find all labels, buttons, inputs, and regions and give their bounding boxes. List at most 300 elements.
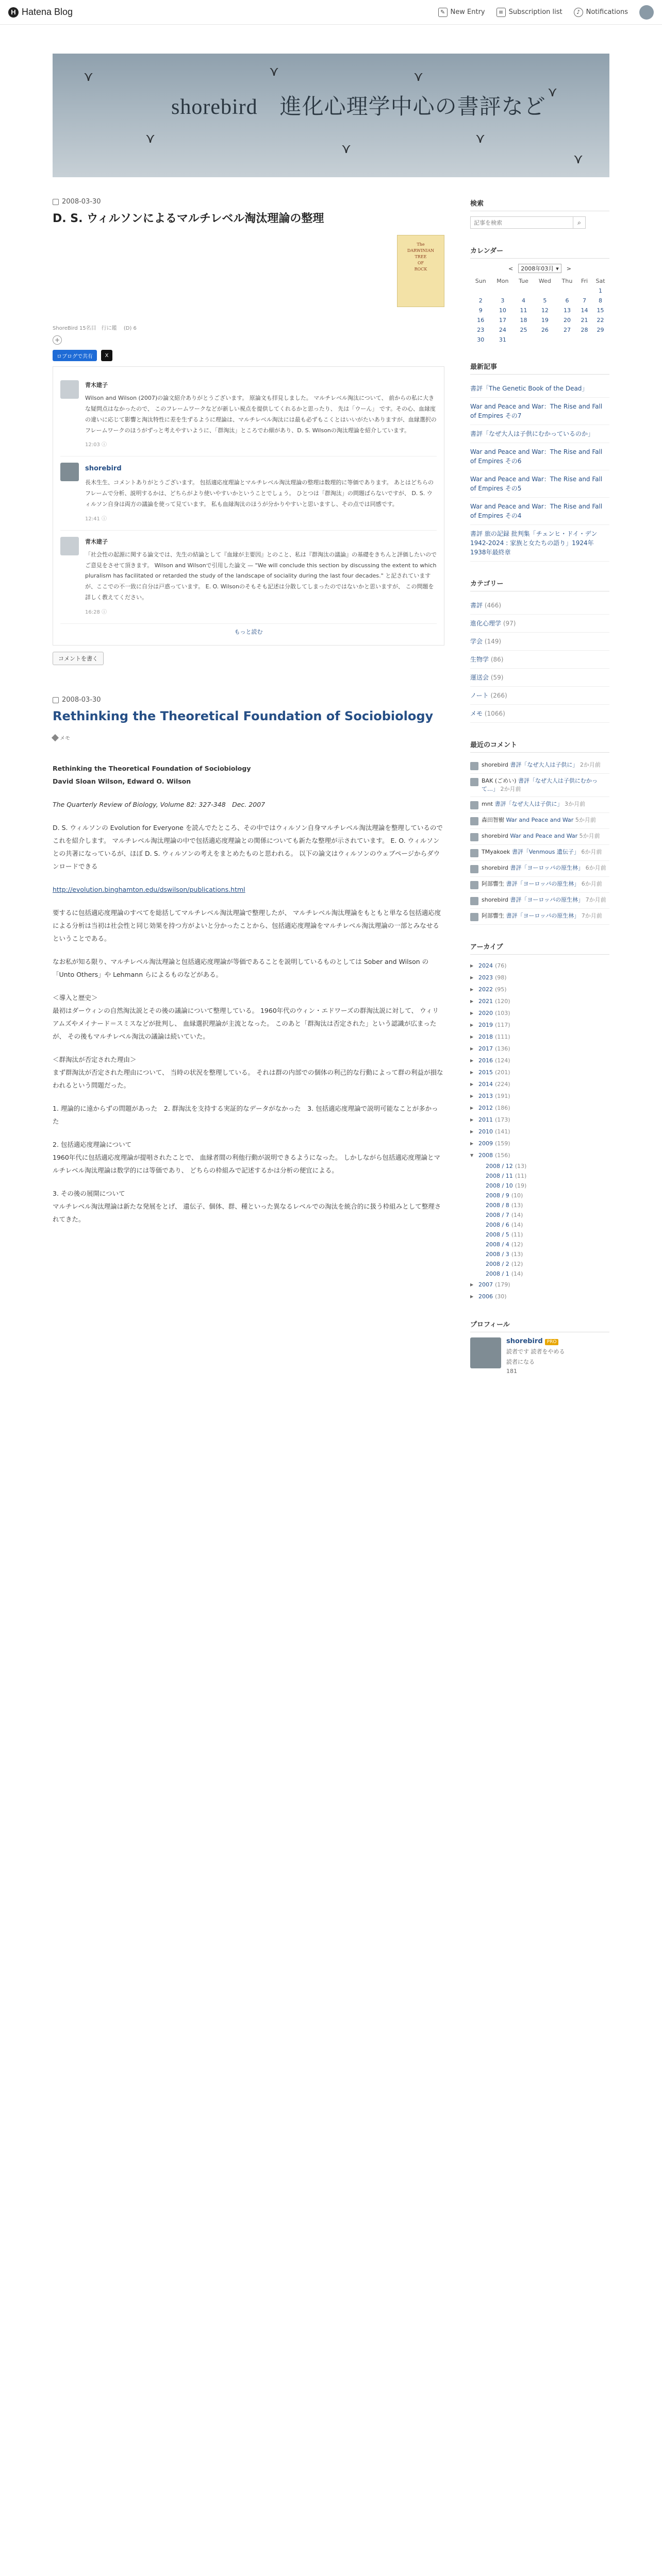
bird-decoration: ⋎ xyxy=(475,131,486,146)
comment-time: 6か月前 xyxy=(581,880,602,887)
archive-year xyxy=(470,1102,609,1114)
list-icon: ≡ xyxy=(496,8,506,17)
triangle-right-icon[interactable]: ▶ xyxy=(470,998,474,1004)
asin-line: ShoreBird 15名目 行に鑑 (D) 6 xyxy=(53,326,137,331)
avatar[interactable] xyxy=(470,801,478,809)
category-item xyxy=(470,687,609,705)
module-title: 検索 xyxy=(470,198,609,211)
new-entry-button[interactable] xyxy=(438,8,485,17)
module-title: 最近のコメント xyxy=(470,739,609,753)
comment-time: 6か月前 xyxy=(581,848,602,855)
archive-year xyxy=(470,1126,609,1138)
recent-entries-module xyxy=(470,361,609,562)
recent-comment-item xyxy=(470,797,609,813)
comment-author[interactable]: shorebird xyxy=(482,864,508,871)
category-item xyxy=(470,651,609,669)
archive-link[interactable]: 2024 xyxy=(478,962,493,969)
x-share-button[interactable]: X xyxy=(101,350,112,361)
archive-link[interactable]: 2020 xyxy=(478,1009,493,1016)
comment-time: 6か月前 xyxy=(585,864,606,871)
archive-year xyxy=(470,1019,609,1031)
triangle-right-icon[interactable]: ▶ xyxy=(470,1010,474,1015)
archive-year xyxy=(470,1114,609,1126)
archive-year xyxy=(470,1055,609,1066)
module-title: カテゴリー xyxy=(470,578,609,591)
archive-month-link[interactable]: 2008 / 9 xyxy=(486,1192,509,1199)
book-cover-image[interactable]: The DARWINIAN TREE OF ROCK xyxy=(397,235,444,307)
calendar-day[interactable]: 18 xyxy=(520,317,527,324)
recent-entry-item xyxy=(470,398,609,425)
archive-count: (191) xyxy=(495,1092,510,1099)
archive-link[interactable]: 2022 xyxy=(478,986,493,993)
comment-author[interactable]: mnt xyxy=(482,800,493,807)
archive-count: (11) xyxy=(515,1172,527,1179)
recent-entry-link[interactable]: War and Peace and War：The Rise and Fall of Empires その6 xyxy=(470,448,603,465)
category-count: (1066) xyxy=(484,710,505,717)
archive-count: (136) xyxy=(495,1045,510,1052)
commented-entry-link[interactable]: 書評「ヨーロッパの原生林」 xyxy=(510,864,584,871)
comment xyxy=(60,531,437,624)
recent-entry-link[interactable]: 書評「The Genetic Book of the Dead」 xyxy=(470,385,588,392)
calendar-day[interactable]: 17 xyxy=(499,317,506,324)
category-count: (86) xyxy=(490,656,504,663)
triangle-right-icon[interactable]: ▶ xyxy=(470,1282,474,1287)
calendar-day xyxy=(557,286,577,296)
calendar-month-select[interactable]: 2008年03月 ▾ xyxy=(518,264,561,273)
calendar-day[interactable]: 30 xyxy=(477,336,485,343)
comment-author[interactable]: 青木建子 xyxy=(85,538,108,545)
archive-count: (173) xyxy=(495,1116,510,1123)
profile-name[interactable]: shorebird xyxy=(506,1337,543,1345)
module-title: カレンダー xyxy=(470,245,609,259)
calendar-day[interactable]: 26 xyxy=(541,327,549,333)
category-link[interactable]: 書評 xyxy=(470,602,483,609)
profile-subscribe-text[interactable]: 読者です 読者をやめる xyxy=(506,1348,565,1355)
archive-link[interactable]: 2009 xyxy=(478,1140,493,1147)
avatar[interactable] xyxy=(470,881,478,889)
recent-comment-item xyxy=(470,829,609,845)
avatar[interactable] xyxy=(470,913,478,921)
archive-month-link[interactable]: 2008 / 12 xyxy=(486,1162,513,1170)
recent-entry-item xyxy=(470,525,609,562)
recent-entry-item xyxy=(470,498,609,525)
entry-paragraph: 3. その後の展開について マルチレベル淘汰理論は新たな発展をとげ、 遺伝子、個体、群、種といった異なるレベルでの淘汰を統合的に扱う枠組みとして整理されてきた。 xyxy=(53,1190,441,1224)
archive-count: (19) xyxy=(515,1182,527,1189)
triangle-right-icon[interactable]: ▶ xyxy=(470,1093,474,1098)
calendar-day[interactable]: 25 xyxy=(520,327,527,333)
archive-year xyxy=(470,1031,609,1043)
comment-author[interactable]: 青木建子 xyxy=(85,382,108,388)
calendar-day xyxy=(533,335,557,345)
bird-decoration: ⋎ xyxy=(548,84,558,100)
avatar[interactable] xyxy=(470,762,478,770)
archive-link[interactable]: 2013 xyxy=(478,1092,493,1099)
triangle-right-icon[interactable]: ▶ xyxy=(470,1022,474,1027)
entry-paragraph: D. S. ウィルソンの Evolution for Everyone を読んでたところ、その中ではウィルソン自身マルチレベル淘汰理論を整理しているのでこれを紹介します。 マルチレベル淘汰理論の中で包括適応度理論との関係についても新たな整理が示されています。 E. O. ウィルソンとの共著になっているが、ほぼ D. S. ウィルソンの考えをまとめたものと思われる。 以下の論文はウィルソンのウェブページからダウンロードできる xyxy=(53,824,443,871)
category-link[interactable]: メモ xyxy=(470,710,483,717)
calendar-day[interactable]: 11 xyxy=(520,307,527,314)
recent-entry-item xyxy=(470,380,609,398)
comment-author[interactable]: shorebird xyxy=(482,896,508,903)
archive-link[interactable]: 2010 xyxy=(478,1128,493,1135)
reference-title: Rethinking the Theoretical Foundation of Sociobiology David Sloan Wilson, Edward O. Wilson xyxy=(53,765,251,786)
recent-entry-item xyxy=(470,470,609,498)
triangle-right-icon[interactable]: ▶ xyxy=(470,1117,474,1122)
share-row xyxy=(53,350,444,361)
recent-entry-link[interactable]: 書評 旅の記録 批判集「チェンヒ・ドイ・デン 1942-2024 : 家族と女たちの語り」1924年1938年最終章 xyxy=(470,530,598,556)
archive-count: (103) xyxy=(495,1009,510,1016)
tag-icon xyxy=(52,734,59,741)
entry-date[interactable]: 2008-03-30 xyxy=(53,696,444,704)
avatar[interactable] xyxy=(60,463,79,481)
archive-count: (13) xyxy=(515,1162,527,1170)
commented-entry-link[interactable]: 書評「ヨーロッパの原生林」 xyxy=(506,880,580,887)
profile-reader-text[interactable]: 読者になる xyxy=(506,1358,535,1365)
calendar-day[interactable]: 20 xyxy=(564,317,571,324)
archive-count: (95) xyxy=(495,986,507,993)
triangle-right-icon[interactable]: ▶ xyxy=(470,963,474,968)
bird-decoration: ⋎ xyxy=(413,69,424,84)
calendar-day xyxy=(557,335,577,345)
search-module xyxy=(470,198,609,229)
archive-month xyxy=(486,1191,609,1200)
avatar[interactable] xyxy=(470,849,478,857)
comment-text: 長木生生、コメントありがとうございます。 包括適応度理論とマルチレベル淘汰理論の整理は数理的に等価であります。 あとはどちらのフレームで分析、説明するかは、どちらがより使いやすいかということでしょう。 ひとつは「群淘汰」の問題ばらないですが、 D. S. ウィルソン自身は両方の議論を使って見ています。 私も血縁淘汰のほうが分かりやすいと思いますし、その点では同感です。 xyxy=(85,479,434,507)
archive-link[interactable]: 2017 xyxy=(478,1045,493,1052)
archive-year xyxy=(470,1066,609,1078)
triangle-right-icon[interactable]: ▶ xyxy=(470,975,474,980)
triangle-down-icon[interactable]: ▼ xyxy=(470,1153,474,1158)
archive-count: (186) xyxy=(495,1104,510,1111)
calendar-day[interactable]: 8 xyxy=(599,297,603,304)
triangle-right-icon[interactable]: ▶ xyxy=(470,1294,474,1299)
calendar-day[interactable]: 16 xyxy=(477,317,485,324)
calendar-day[interactable]: 31 xyxy=(499,336,506,343)
archive-month xyxy=(486,1171,609,1181)
archive-link[interactable]: 2021 xyxy=(478,997,493,1005)
archive-count: (159) xyxy=(495,1140,510,1147)
category-item xyxy=(470,633,609,651)
comment-author[interactable]: 阿部響生 xyxy=(482,912,504,919)
calendar-day[interactable]: 9 xyxy=(478,307,483,314)
avatar[interactable] xyxy=(60,537,79,555)
calendar-day[interactable]: 22 xyxy=(597,317,604,324)
bird-decoration: ⋎ xyxy=(145,131,156,146)
user-avatar[interactable] xyxy=(639,5,654,20)
entry-paragraph: ＜導入と歴史＞ 最初はダーウィンの自然淘汰説とその後の議論について整理している。 1960年代のウィン・エドワーズの群淘汰説に対して、 ウィリアムズやメイナード＝スミスなどが批判し、 血縁選択理論が主流となった。 このあと「群淘汰は否定された」という認識が広まったが、 その後もマルチレベル淘汰の議論は続いていた。 xyxy=(53,994,439,1041)
calendar-day[interactable]: 6 xyxy=(565,297,569,304)
calendar-day[interactable]: 10 xyxy=(499,307,506,314)
avatar[interactable] xyxy=(470,897,478,905)
category-tag[interactable]: メモ xyxy=(53,734,444,741)
calendar-day[interactable]: 3 xyxy=(501,297,505,304)
recent-entry-item xyxy=(470,425,609,443)
commented-entry-link[interactable]: 書評「ヨーロッパの原生林」 xyxy=(510,896,584,903)
calendar-day[interactable]: 15 xyxy=(597,307,604,314)
pencil-icon: ✎ xyxy=(438,8,448,17)
calendar-day[interactable]: 21 xyxy=(581,317,588,324)
category-count: (97) xyxy=(503,620,516,627)
triangle-right-icon[interactable]: ▶ xyxy=(470,1105,474,1110)
calendar-day[interactable]: 27 xyxy=(564,327,571,333)
calendar-day[interactable]: 23 xyxy=(477,327,485,333)
new-entry-label: New Entry xyxy=(450,8,485,16)
comment-time: 5か月前 xyxy=(579,832,600,839)
archive-link[interactable]: 2019 xyxy=(478,1021,493,1028)
archive-month xyxy=(486,1240,609,1249)
comment xyxy=(60,374,437,456)
archive-count: (76) xyxy=(495,962,507,969)
triangle-right-icon[interactable]: ▶ xyxy=(470,1034,474,1039)
category-link[interactable]: 学会 xyxy=(470,638,483,645)
comment-author[interactable]: shorebird xyxy=(482,761,508,768)
commented-entry-link[interactable]: War and Peace and War xyxy=(506,816,574,823)
triangle-right-icon[interactable]: ▶ xyxy=(470,1058,474,1063)
archive-count: (120) xyxy=(495,997,510,1005)
calendar-day[interactable]: 19 xyxy=(541,317,549,324)
archive-count: (156) xyxy=(495,1151,510,1159)
archive-month xyxy=(486,1269,609,1279)
subscription-list-button[interactable] xyxy=(496,8,562,17)
calendar-grid xyxy=(470,276,609,345)
calendar-icon xyxy=(53,199,59,205)
archive-month-link[interactable]: 2008 / 3 xyxy=(486,1250,509,1258)
entry xyxy=(53,198,444,665)
commented-entry-link[interactable]: 書評「Venmous 遺伝子」 xyxy=(511,848,580,855)
calendar-day[interactable]: 7 xyxy=(583,297,587,304)
archive-link[interactable]: 2023 xyxy=(478,974,493,981)
archive-link[interactable]: 2011 xyxy=(478,1116,493,1123)
comment-time: 3か月前 xyxy=(565,800,585,807)
category-link[interactable]: 運送会 xyxy=(470,674,489,681)
archive-month-link[interactable]: 2008 / 8 xyxy=(486,1201,509,1209)
category-count: (266) xyxy=(490,692,507,699)
calendar-day[interactable]: 5 xyxy=(543,297,547,304)
calendar-day xyxy=(533,286,557,296)
recent-entry-link[interactable]: War and Peace and War：The Rise and Fall of Empires その4 xyxy=(470,503,603,519)
notifications-button[interactable] xyxy=(574,8,628,17)
calendar-day xyxy=(514,335,533,345)
archive-count: (201) xyxy=(495,1069,510,1076)
archive-count: (14) xyxy=(511,1211,523,1218)
plus-icon[interactable]: + xyxy=(53,335,62,345)
archive-month xyxy=(486,1181,609,1191)
weekday-header: Mon xyxy=(496,278,509,284)
archive-year xyxy=(470,972,609,984)
recent-comment-item xyxy=(470,813,609,829)
comment-time[interactable]: 12:41 ⓘ xyxy=(85,516,107,522)
avatar[interactable] xyxy=(470,833,478,841)
archive-year xyxy=(470,1090,609,1102)
archive-count: (111) xyxy=(495,1033,510,1040)
avatar[interactable] xyxy=(470,778,478,786)
archive-link[interactable]: 2012 xyxy=(478,1104,493,1111)
comment-text: Wilson and Wilson (2007)の論文紹介ありがとうございます。 原論文も拝見しました。 マルチレベル淘汰について、 前からの私に大きな疑問点はなかったので、 このフレームワークなどが新しい視点を提供してくれるかと思ったり、 先は「ウーん」 です。その心、血縁度の違いに応じて影響と淘汰特性に差を生ずるように理論は、マルチレベル淘汰には最も必ずもこくとはいいがたいありますが、血縁選択のフレームワークのほうがずっと考えやすいように、「群淘汰」ところでわ細があり、D. S. Wilsonの淘汰理論を紹介しています。 xyxy=(85,394,437,434)
recent-comment-item xyxy=(470,909,609,925)
entry-paragraph: 1. 理論的に遠からずの問題があった 2. 群淘汰を支持する実証的なデータがなかった 3. 包括適応度理論で説明可能なことが多かった xyxy=(53,1105,438,1126)
category-count: (466) xyxy=(484,602,502,609)
archive-month-link[interactable]: 2008 / 10 xyxy=(486,1182,513,1189)
archive-year xyxy=(470,984,609,995)
recent-entry-item xyxy=(470,443,609,470)
commented-entry-link[interactable]: 書評「なぜ大人は子供に」 xyxy=(494,800,563,807)
weekday-header: Thu xyxy=(561,278,573,284)
avatar[interactable] xyxy=(470,865,478,873)
comment xyxy=(60,456,437,530)
comment-time[interactable]: 16:28 ⓘ xyxy=(85,609,107,616)
calendar-day[interactable]: 1 xyxy=(599,287,603,294)
archive-link[interactable]: 2016 xyxy=(478,1057,493,1064)
archive-year xyxy=(470,1279,609,1291)
calendar-day[interactable]: 12 xyxy=(541,307,549,314)
recent-comment-item xyxy=(470,877,609,893)
recent-comment-item xyxy=(470,758,609,774)
triangle-right-icon[interactable]: ▶ xyxy=(470,1081,474,1087)
hatena-share-button[interactable]: ロブログで共有 xyxy=(53,350,97,361)
profile-module xyxy=(470,1319,609,1375)
comment-time: 2か月前 xyxy=(580,761,601,768)
archive-count: (124) xyxy=(495,1057,510,1064)
recent-comment-item xyxy=(470,774,609,797)
commented-entry-link[interactable]: 書評「なぜ大人は子供にむかって…」 xyxy=(482,777,598,792)
archive-month-link[interactable]: 2008 / 7 xyxy=(486,1211,509,1218)
archive-month-link[interactable]: 2008 / 5 xyxy=(486,1231,509,1238)
archive-count: (12) xyxy=(511,1260,523,1267)
search-icon[interactable]: ⌕ xyxy=(573,216,586,229)
archive-months xyxy=(470,1161,609,1279)
search-input[interactable] xyxy=(470,216,573,229)
recent-entry-link[interactable]: War and Peace and War：The Rise and Fall of Empires その5 xyxy=(470,476,603,492)
recent-comment-item xyxy=(470,861,609,877)
entry-paragraph: なお私が知る限り、マルチレベル淘汰理論と包括適応度理論が等価であることを説明しているものとしては Sober and Wilson の「Unto Others」や Lehmann らによるものなどがある。 xyxy=(53,958,429,979)
calendar-day[interactable]: 14 xyxy=(581,307,588,314)
category-link[interactable]: 生物学 xyxy=(470,656,489,663)
comment-author[interactable]: BAK (ごめい) xyxy=(482,777,517,784)
profile-avatar[interactable] xyxy=(470,1337,501,1368)
entry-date[interactable]: 2008-03-30 xyxy=(53,198,444,206)
more-comments-link[interactable]: もっと読む xyxy=(234,629,263,636)
archive-count: (13) xyxy=(511,1250,523,1258)
archive-link[interactable]: 2008 xyxy=(478,1151,493,1159)
archive-link[interactable]: 2015 xyxy=(478,1069,493,1076)
archive-count: (10) xyxy=(511,1192,523,1199)
recent-comment-item xyxy=(470,845,609,861)
calendar-day[interactable]: 28 xyxy=(581,327,588,333)
weekday-header: Sat xyxy=(595,278,605,284)
weekday-header: Wed xyxy=(538,278,551,284)
archive-month-link[interactable]: 2008 / 11 xyxy=(486,1172,513,1179)
calendar-day xyxy=(577,335,591,345)
archive-month xyxy=(486,1230,609,1240)
commented-entry-link[interactable]: 書評「なぜ大人は子供に」 xyxy=(510,761,578,768)
archive-year xyxy=(470,1291,609,1302)
entry-title[interactable]: Rethinking the Theoretical Foundation of Sociobiology xyxy=(53,709,434,724)
calendar-next-button[interactable]: > xyxy=(566,265,571,272)
calendar-day[interactable]: 4 xyxy=(522,297,525,304)
archive-year xyxy=(470,1078,609,1090)
archive-count: (141) xyxy=(495,1128,510,1135)
blog-banner[interactable] xyxy=(53,54,609,177)
recent-entry-link[interactable]: 書評「なぜ大人は子供にむかっているのか」 xyxy=(470,430,594,437)
comment-author[interactable]: shorebird xyxy=(85,465,122,473)
bird-decoration: ⋎ xyxy=(84,69,94,84)
comment-time: 5か月前 xyxy=(575,816,596,823)
archive-year xyxy=(470,995,609,1007)
weekday-header: Fri xyxy=(581,278,588,284)
avatar[interactable] xyxy=(60,380,79,399)
comment-author[interactable]: TMyakoek xyxy=(482,848,510,855)
comment-time[interactable]: 12:03 ⓘ xyxy=(85,442,107,448)
entry-title[interactable]: D. S. ウィルソンによるマルチレベル淘汰理論の整理 xyxy=(53,212,324,225)
comment-author[interactable]: 森田智樹 xyxy=(482,816,504,823)
recent-comment-item xyxy=(470,893,609,909)
category-link[interactable]: 進化心理学 xyxy=(470,620,502,627)
archive-month-link[interactable]: 2008 / 4 xyxy=(486,1241,509,1248)
publications-link[interactable]: http://evolution.binghamton.edu/dswilson/publications.html xyxy=(53,886,245,894)
commented-entry-link[interactable]: 書評「ヨーロッパの原生林」 xyxy=(506,912,580,919)
category-link[interactable]: ノート xyxy=(470,692,489,699)
archive-link[interactable]: 2014 xyxy=(478,1080,493,1088)
entry xyxy=(53,696,444,1226)
triangle-right-icon[interactable]: ▶ xyxy=(470,1129,474,1134)
comment-author[interactable]: 阿部響生 xyxy=(482,880,504,887)
archive-link[interactable]: 2007 xyxy=(478,1281,493,1288)
category-item xyxy=(470,597,609,615)
hatena-logo[interactable] xyxy=(8,7,73,18)
triangle-right-icon[interactable]: ▶ xyxy=(470,1141,474,1146)
categories-module xyxy=(470,578,609,723)
triangle-right-icon[interactable]: ▶ xyxy=(470,1046,474,1051)
comment-time: 7か月前 xyxy=(581,912,602,919)
archive-month-link[interactable]: 2008 / 2 xyxy=(486,1260,509,1267)
calendar-prev-button[interactable]: < xyxy=(508,265,514,272)
category-count: (59) xyxy=(490,674,504,681)
avatar[interactable] xyxy=(470,817,478,825)
archive-month-link[interactable]: 2008 / 1 xyxy=(486,1270,509,1277)
module-title: プロフィール xyxy=(470,1319,609,1332)
archive-link[interactable]: 2018 xyxy=(478,1033,493,1040)
calendar-day[interactable]: 2 xyxy=(478,297,483,304)
archive-year xyxy=(470,1138,609,1149)
archive-count: (12) xyxy=(511,1241,523,1248)
commented-entry-link[interactable]: War and Peace and War xyxy=(510,832,578,839)
calendar-day xyxy=(591,335,609,345)
blog-title[interactable]: shorebird 進化心理学中心の書評など xyxy=(171,95,546,119)
recent-entry-link[interactable]: War and Peace and War：The Rise and Fall of Empires その7 xyxy=(470,403,603,419)
archive-count: (179) xyxy=(495,1281,510,1288)
archive-count: (11) xyxy=(511,1231,523,1238)
calendar-day xyxy=(577,286,591,296)
comment-time: 2か月前 xyxy=(500,785,521,792)
entry-paragraph: The Quarterly Review of Biology, Volume 82: 327-348 Dec. 2007 xyxy=(53,801,266,809)
brand-name: Hatena Blog xyxy=(22,7,73,17)
archive-count: (14) xyxy=(511,1270,523,1277)
comment-author[interactable]: shorebird xyxy=(482,832,508,839)
profile-reader-count: 181 xyxy=(506,1367,517,1375)
triangle-right-icon[interactable]: ▶ xyxy=(470,1070,474,1075)
entry-body xyxy=(53,762,444,1226)
archive-count: (13) xyxy=(511,1201,523,1209)
triangle-right-icon[interactable]: ▶ xyxy=(470,987,474,992)
category-item xyxy=(470,669,609,687)
comment-time: 7か月前 xyxy=(585,896,606,903)
calendar-day[interactable]: 13 xyxy=(564,307,571,314)
archive-month-link[interactable]: 2008 / 6 xyxy=(486,1221,509,1228)
archive-link[interactable]: 2006 xyxy=(478,1293,493,1300)
calendar-day[interactable]: 24 xyxy=(499,327,506,333)
calendar-day[interactable]: 29 xyxy=(597,327,604,333)
write-comment-button[interactable]: コメントを書く xyxy=(53,652,104,665)
